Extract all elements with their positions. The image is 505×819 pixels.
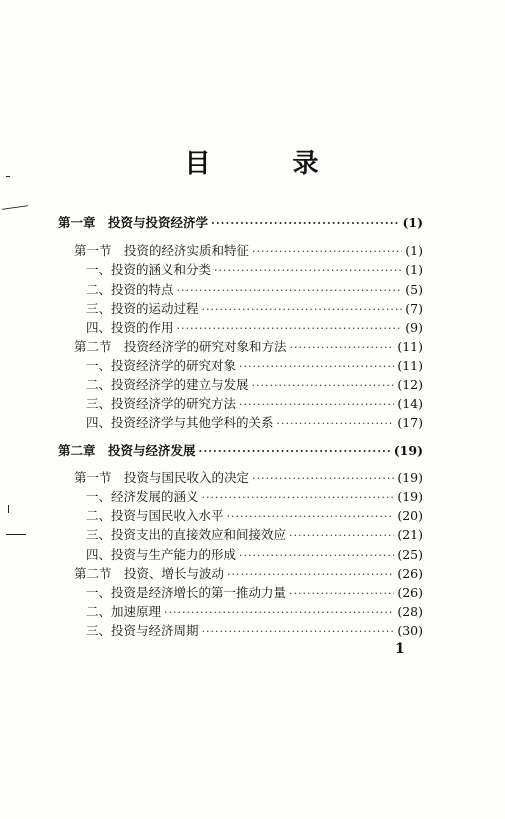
leader-dots <box>177 283 403 299</box>
toc-item-row <box>86 262 423 280</box>
toc-entry-page: (17) <box>397 415 423 430</box>
toc-item-row <box>86 415 423 433</box>
toc-entry-label: 一、投资经济学的研究对象 <box>86 358 237 373</box>
scan-mark <box>6 176 10 177</box>
toc-entry-page: (11) <box>397 339 423 354</box>
leader-dots <box>277 416 395 432</box>
toc-entry-page: (11) <box>397 358 423 373</box>
leader-dots <box>227 509 395 525</box>
leader-dots <box>214 263 402 279</box>
leader-dots <box>252 471 394 487</box>
leader-dots <box>239 548 394 564</box>
toc-entry-label: 第二章 投资与经济发展 <box>58 443 196 458</box>
leader-dots <box>202 490 395 506</box>
toc-item-row <box>86 301 423 319</box>
toc-section-row <box>74 470 423 488</box>
toc-item-row <box>86 358 423 376</box>
toc-entry-page: (12) <box>397 377 423 392</box>
toc-entry-page: (5) <box>405 282 423 297</box>
toc-chapter-row <box>58 443 423 461</box>
toc-entry-label: 三、投资与经济周期 <box>86 623 199 638</box>
toc-item-row <box>86 585 423 603</box>
toc-item-row <box>86 282 423 300</box>
toc-entry-page: (25) <box>397 547 423 562</box>
toc-entry-label: 一、经济发展的涵义 <box>86 489 199 504</box>
toc-chapter-row <box>58 215 423 233</box>
toc-entry-label: 二、加速原理 <box>86 604 162 619</box>
toc-entry-label: 四、投资的作用 <box>86 320 174 335</box>
scan-mark <box>8 505 9 513</box>
toc-item-row <box>86 377 423 395</box>
toc-entry-page: (30) <box>397 623 423 638</box>
toc-entry-page: (19) <box>397 470 423 485</box>
leader-dots <box>199 444 391 460</box>
toc-entry-label: 三、投资的运动过程 <box>86 301 199 316</box>
toc-item-row <box>86 508 423 526</box>
scan-mark <box>6 534 26 535</box>
leader-dots <box>202 624 395 640</box>
toc-section-row <box>74 566 423 584</box>
toc-entry-label: 二、投资与国民收入水平 <box>86 508 224 523</box>
toc-entry-page: (1) <box>402 215 423 230</box>
leader-dots <box>239 359 394 375</box>
toc-item-row <box>86 623 423 641</box>
toc-entry-page: (1) <box>405 243 423 258</box>
leader-dots <box>164 605 394 621</box>
leader-dots <box>289 586 394 602</box>
toc-entry-page: (28) <box>397 604 423 619</box>
toc-section-row <box>74 243 423 261</box>
toc-entry-label: 四、投资与生产能力的形成 <box>86 547 237 562</box>
leader-dots <box>227 567 394 583</box>
toc-item-row <box>86 396 423 414</box>
toc-entry-page: (26) <box>397 566 423 581</box>
leader-dots <box>252 244 402 260</box>
toc-entry-label: 一、投资的涵义和分类 <box>86 262 212 277</box>
toc-entry-page: (21) <box>397 527 423 542</box>
toc-entry-page: (19) <box>393 443 423 458</box>
toc-entry-label: 三、投资支出的直接效应和间接效应 <box>86 527 287 542</box>
toc-item-row <box>86 604 423 622</box>
toc-entry-label: 第一章 投资与投资经济学 <box>58 215 209 230</box>
toc-entry-page: (1) <box>405 262 423 277</box>
toc-section-row <box>74 339 423 357</box>
toc-entry-page: (26) <box>397 585 423 600</box>
toc-item-row <box>86 547 423 565</box>
toc-entry-page: (7) <box>405 301 423 316</box>
leader-dots <box>252 378 395 394</box>
title-left-char: 目 <box>184 149 213 179</box>
toc-item-row <box>86 320 423 338</box>
toc-entry-label: 三、投资经济学的研究方法 <box>86 396 237 411</box>
toc-entry-label: 第二节 投资、增长与波动 <box>74 566 225 581</box>
leader-dots <box>211 216 399 232</box>
leader-dots <box>239 397 394 413</box>
toc-entry-page: (9) <box>405 320 423 335</box>
toc-entry-label: 第二节 投资经济学的研究对象和方法 <box>74 339 287 354</box>
leader-dots <box>290 340 395 356</box>
toc-entry-label: 一、投资是经济增长的第一推动力量 <box>86 585 287 600</box>
toc-entry-label: 二、投资经济学的建立与发展 <box>86 377 249 392</box>
page-number: 1 <box>395 641 405 657</box>
toc-item-row <box>86 527 423 545</box>
toc-entry-label: 二、投资的特点 <box>86 282 174 297</box>
toc-entry-label: 第一节 投资的经济实质和特征 <box>74 243 250 258</box>
leader-dots <box>289 528 394 544</box>
toc-entry-label: 四、投资经济学与其他学科的关系 <box>86 415 274 430</box>
toc-item-row <box>86 489 423 507</box>
toc-entry-page: (14) <box>397 396 423 411</box>
leader-dots <box>202 302 403 318</box>
toc-entry-page: (20) <box>397 508 423 523</box>
title-right-char: 录 <box>292 149 321 179</box>
leader-dots <box>177 321 403 337</box>
toc-entry-label: 第一节 投资与国民收入的决定 <box>74 470 250 485</box>
toc-entry-page: (19) <box>397 489 423 504</box>
